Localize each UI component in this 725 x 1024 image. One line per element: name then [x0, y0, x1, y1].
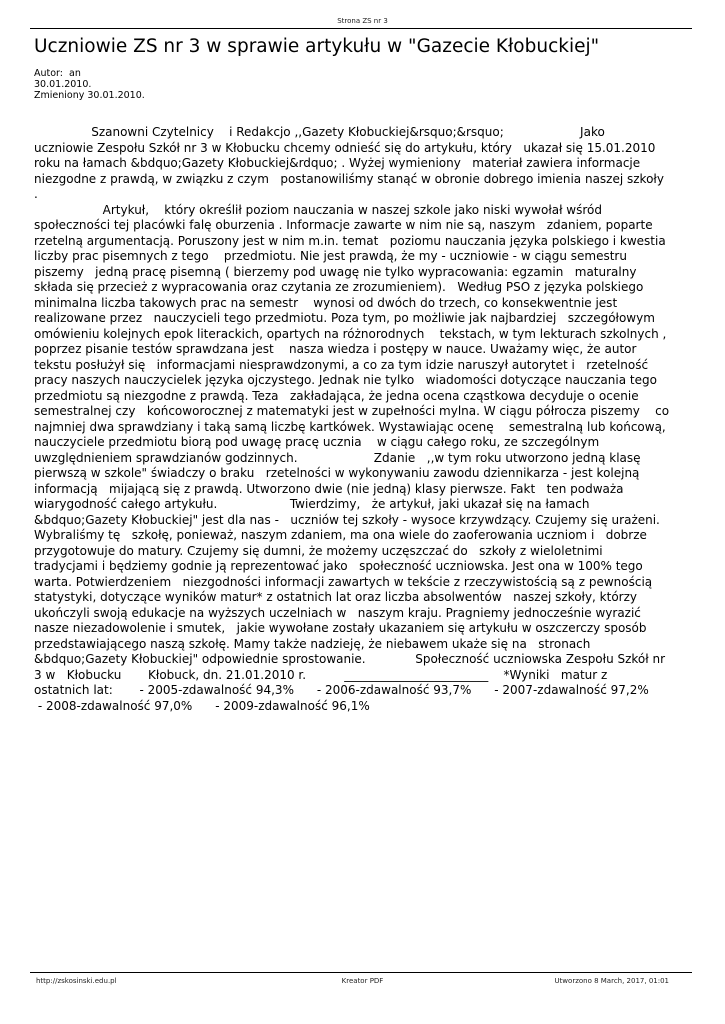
article-body-line: składa się przecież z wypracowania oraz czytania ze zrozumieniem). Według PSO z języka polskiego: [34, 280, 644, 294]
article-body-line: ostatnich lat: - 2005-zdawalność 94,3% - 2006-zdawalność 93,7% - 2007-zdawalność 97,2%: [34, 683, 649, 697]
article-body-line: nasze niezadowolenie i smutek, jakie wywołane zostały ukazaniem się artykułu w oszczerczy sposób: [34, 621, 647, 635]
article-body-line: minimalna liczba takowych prac na semestr wynosi od dwóch do trzech, co konsekwentnie jest: [34, 295, 618, 310]
article-body-line: przedstawiającego naszą szkołę. Mamy także nadzieję, że niebawem ukaże się na stronach: [34, 636, 591, 651]
footer-divider: [30, 972, 692, 973]
article-body-line: Wybraliśmy tę szkołę, ponieważ, naszym zdaniem, ma ona wiele do zaoferowania uczniom i dobrze: [34, 528, 647, 542]
article-body-line: .: [34, 187, 38, 201]
article-body-line: semestralnej czy końcoworocznej z matematyki jest w zupełności mylna. W ciągu półrocza piszemy co: [34, 404, 670, 418]
article-body-line: uwzględnieniem sprawdzianów godzinnych. Zdanie ,,w tym roku utworzono jedną klasę: [34, 450, 641, 465]
footer-url: http://zskosinski.edu.pl: [36, 977, 117, 985]
article-body-line: informacją mijającą się z prawdą. Utworzono dwie (nie jedną) klasy pierwsze. Fakt ten podważa: [34, 481, 624, 496]
footer-created-date: Utworzono 8 March, 2017, 01:01: [554, 977, 669, 985]
article-body: [34, 125, 686, 714]
article-body-line: omówieniu kolejnych epok literackich, opartych na różnorodnych tekstach, w tym lekturach szkolnych ,: [34, 326, 667, 341]
article-body-line: nauczyciele przedmiotu biorą pod uwagę pracę ucznia w ciągu całego roku, ze szczególnym: [34, 435, 600, 449]
article-body-line: piszemy jedną pracę pisemną ( bierzemy pod uwagę nie tylko wypracowania: egzamin maturalny: [34, 264, 637, 279]
article-body-line: warta. Potwierdzeniem niezgodności informacji zawartych w tekście z rzeczywistością są z pewnością: [34, 574, 653, 589]
article-body-line: tekstu posłużył się informacjami niesprawdzonymi, a co za tym idzie naruszył autorytet i rzetelność: [34, 357, 649, 372]
article-body-line: realizowane przez nauczycieli tego przedmiotu. Poza tym, po możliwie jak najbardziej szczegółowym: [34, 311, 655, 325]
article-body-line: 3 w Kłobucku Kłobuck, dn. 21.01.2010 r. ________________________ *Wyniki matur z: [34, 667, 608, 682]
article-body-line: Szanowni Czytelnicy i Redakcjo ,,Gazety Kłobuckiej&rsquo;&rsquo; Jako: [34, 125, 605, 139]
author-line: Autor: an: [34, 68, 81, 79]
article-body-line: niezgodne z prawdą, w związku z czym postanowiliśmy stanąć w obronie dobrego imienia naszej szkoły: [34, 171, 664, 186]
article-body-line: rzetelną argumentacją. Poruszony jest w nim m.in. temat poziomu nauczania języka polskiego i kwestia: [34, 233, 666, 248]
article-body-line: ukończyli swoją edukacje na wyższych uczelniach w naszym kraju. Pragniemy jednocześnie wyrazić: [34, 605, 641, 620]
article-meta: [34, 68, 145, 101]
modified-line: Zmieniony 30.01.2010.: [34, 90, 145, 101]
article-body-line: uczniowie Zespołu Szkół nr 3 w Kłobucku chcemy odnieść się do artykułu, który ukazał się 15.01.2010: [34, 140, 656, 155]
article-body-line: wiarygodność całego artykułu. Twierdzimy, że artykuł, jaki ukazał się na łamach: [34, 497, 590, 511]
article-body-line: poprzez pisanie testów sprawdzana jest nasza wiedza i postępy w nauce. Uważamy więc, że autor: [34, 342, 637, 356]
article-body-line: przygotowuje do matury. Czujemy się dumni, że możemy uczęszczać do szkoły z wieloletnimi: [34, 543, 603, 558]
article-body-line: &bdquo;Gazety Kłobuckiej" jest dla nas - uczniów tej szkoły - wysoce krzywdzący. Czujemy się urażeni.: [34, 512, 660, 527]
date-line: 30.01.2010.: [34, 79, 92, 90]
article-body-line: Artykuł, który określił poziom nauczania w naszej szkole jako niski wywołał wśród: [34, 202, 602, 217]
article-body-line: statystyki, dotyczące wyników matur* z ostatnich lat oraz liczba absolwentów naszej szkoły, którzy: [34, 590, 638, 604]
article-body-line: tradycjami i będziemy godnie ją reprezentować jako społeczność uczniowska. Jest ona w 100% tego: [34, 559, 643, 573]
article-body-line: liczby prac pisemnych z tego przedmiotu. Nie jest prawdą, że my - uczniowie - w ciągu semestru: [34, 249, 627, 263]
footer-generator: Kreator PDF: [341, 977, 384, 985]
article-body-line: roku na łamach &bdquo;Gazety Kłobuckiej&rdquo; . Wyżej wymieniony materiał zawiera informacje: [34, 156, 641, 170]
article-body-line: przedmiotu są niezgodne z prawdą. Teza zakładająca, że jedna ocena cząstkowa decyduje o ocenie: [34, 388, 639, 403]
header-divider: [30, 28, 692, 29]
article-body-line: &bdquo;Gazety Kłobuckiej" odpowiednie sprostowanie. Społeczność uczniowska Zespołu Szkół nr: [34, 652, 666, 666]
article-body-line: - 2008-zdawalność 97,0% - 2009-zdawalność 96,1%: [34, 698, 370, 713]
article-title: Uczniowie ZS nr 3 w sprawie artykułu w "Gazecie Kłobuckiej": [34, 36, 600, 57]
article-body-line: pierwszą w szkole" świadczy o braku rzetelności w wykonywaniu zawodu dziennikarza - jest kolejną: [34, 466, 640, 480]
article-body-line: społeczności tej placówki falę oburzenia . Informacje zawarte w nim nie są, naszym zdaniem, poparte: [34, 218, 653, 232]
article-body-line: pracy naszych nauczycielek języka ojczystego. Jednak nie tylko wiadomości dotyczące nauczania tego: [34, 373, 657, 387]
page-header-label: Strona ZS nr 3: [337, 17, 388, 25]
article-body-line: najmniej dwa sprawdziany i taką samą liczbę kartkówek. Wystawiając ocenę semestralną lub końcową,: [34, 419, 666, 434]
